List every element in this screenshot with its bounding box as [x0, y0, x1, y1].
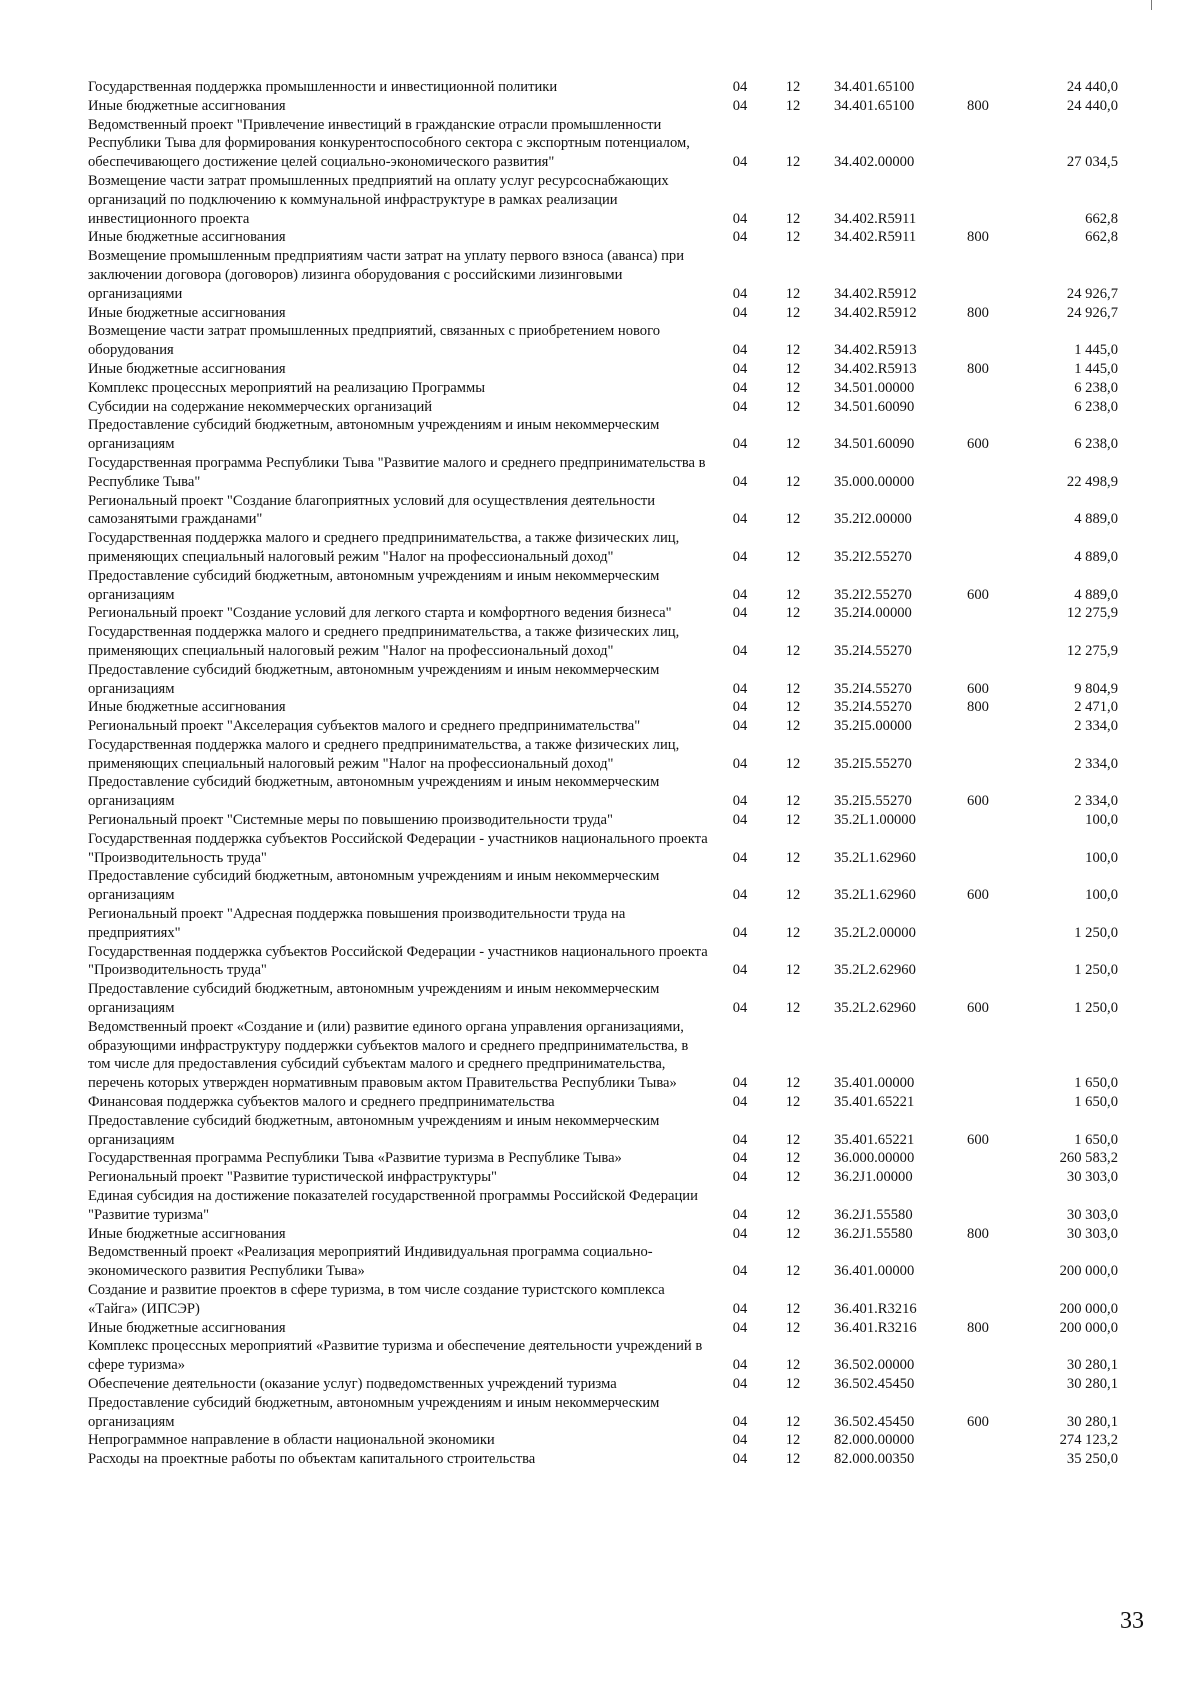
row-amount: 24 440,0 [1066, 79, 1118, 95]
row-amount: 4 889,0 [1074, 548, 1118, 565]
row-amount: 662,8 [1085, 229, 1118, 246]
table-row [88, 1337, 1118, 1375]
row-target-article: 36.2J1.55580 [834, 1225, 913, 1242]
table-row [88, 980, 1118, 1018]
row-subsection-code: 12 [785, 699, 801, 716]
row-target-article: 35.000.00000 [834, 473, 915, 490]
row-amount: 1 250,0 [1074, 962, 1118, 979]
page-number: 33 [1120, 1608, 1144, 1634]
row-section-code: 04 [732, 605, 748, 622]
table-row [88, 567, 1118, 605]
row-amount: 1 445,0 [1074, 360, 1118, 377]
table-row [88, 116, 1118, 172]
row-target-article: 34.402.R5913 [834, 342, 917, 359]
row-name: Возмещение промышленным предприятиям части затрат на уплату первого взноса (аванса) при заключении договора (договоров) лизинга оборудования с российскими лизинговыми организациями [88, 248, 685, 302]
row-subsection-code: 12 [785, 755, 801, 772]
row-name: Предоставление субсидий бюджетным, автономным учреждениям и иным некоммерческим организациям [88, 567, 660, 603]
row-amount: 100,0 [1085, 849, 1118, 866]
row-amount: 30 280,1 [1066, 1357, 1118, 1374]
row-amount: 9 804,9 [1074, 680, 1118, 697]
row-name: Государственная поддержка субъектов Российской Федерации - участников национального проекта "Производительность труда" [88, 830, 708, 866]
row-section-code: 04 [732, 962, 748, 979]
row-section-code: 04 [732, 642, 748, 659]
row-section-code: 04 [732, 1206, 748, 1223]
row-amount: 1 650,0 [1074, 1131, 1118, 1148]
table-row [88, 773, 1118, 811]
row-name: Предоставление субсидий бюджетным, автономным учреждениям и иным некоммерческим организациям [88, 868, 660, 904]
row-amount: 27 034,5 [1066, 154, 1118, 171]
table-row [88, 811, 1118, 830]
row-section-code: 04 [732, 1094, 748, 1111]
row-expense-type: 800 [967, 1225, 989, 1242]
row-subsection-code: 12 [785, 342, 801, 359]
table-row [88, 247, 1118, 303]
row-name: Государственная поддержка промышленности и инвестиционной политики [88, 79, 558, 95]
row-name: Региональный проект "Создание благоприятных условий для осуществления деятельности самозанятыми гражданами" [88, 492, 656, 528]
table-row [88, 172, 1118, 228]
row-section-code: 04 [732, 473, 748, 490]
row-amount: 4 889,0 [1074, 511, 1118, 528]
row-name: Расходы на проектные работы по объектам капитального строительства [88, 1451, 536, 1468]
row-target-article: 36.000.00000 [834, 1150, 915, 1167]
table-row [88, 867, 1118, 905]
row-name: Предоставление субсидий бюджетным, автономным учреждениям и иным некоммерческим организациям [88, 661, 660, 697]
row-subsection-code: 12 [785, 398, 801, 415]
row-subsection-code: 12 [785, 360, 801, 377]
row-subsection-code: 12 [785, 379, 801, 396]
row-target-article: 34.402.R5912 [834, 304, 917, 321]
row-subsection-code: 12 [785, 1131, 801, 1148]
row-expense-type: 600 [967, 1131, 989, 1148]
table-row [88, 398, 1118, 417]
row-target-article: 34.501.00000 [834, 379, 915, 396]
row-subsection-code: 12 [785, 1206, 801, 1223]
row-target-article: 35.2L2.00000 [834, 924, 916, 941]
row-amount: 30 280,1 [1066, 1375, 1118, 1392]
row-section-code: 04 [732, 755, 748, 772]
table-row [88, 1450, 1118, 1469]
table-row [88, 492, 1118, 530]
row-name: Региональный проект "Адресная поддержка повышения производительности труда на предприятиях" [88, 906, 626, 941]
row-name: Возмещение части затрат промышленных предприятий на оплату услуг ресурсоснабжающих организаций по подключению к коммунальной инфраструктуре в рамках реализации инвестиционного проекта [88, 172, 669, 227]
row-subsection-code: 12 [785, 1375, 801, 1392]
row-subsection-code: 12 [785, 548, 801, 565]
row-section-code: 04 [732, 699, 748, 716]
table-row [88, 1394, 1118, 1432]
row-section-code: 04 [732, 511, 748, 528]
row-subsection-code: 12 [785, 79, 801, 95]
row-name: Возмещение части затрат промышленных предприятий, связанных с приобретением нового оборудования [88, 323, 660, 359]
row-subsection-code: 12 [785, 718, 801, 735]
row-section-code: 04 [732, 586, 748, 603]
row-subsection-code: 12 [785, 1075, 801, 1092]
row-target-article: 34.402.R5912 [834, 285, 917, 302]
row-target-article: 35.2L1.62960 [834, 849, 916, 866]
row-target-article: 34.501.60090 [834, 436, 915, 453]
row-section-code: 04 [732, 793, 748, 810]
row-expense-type: 600 [967, 887, 989, 904]
row-section-code: 04 [732, 1357, 748, 1374]
row-target-article: 35.2I5.55270 [834, 755, 912, 772]
table-row [88, 97, 1118, 116]
row-name: Государственная поддержка малого и среднего предпринимательства, а также физических лиц, применяющих специальный налоговый режим "Налог на профессиональный доход" [88, 736, 680, 772]
row-name: Государственная программа Республики Тыва «Развитие туризма в Республике Тыва» [88, 1150, 622, 1167]
row-target-article: 34.501.60090 [834, 398, 915, 415]
row-section-code: 04 [732, 887, 748, 904]
table-row [88, 1112, 1118, 1150]
row-amount: 662,8 [1085, 210, 1118, 227]
row-name: Предоставление субсидий бюджетным, автономным учреждениям и иным некоммерческим организациям [88, 1394, 660, 1430]
table-row [88, 1281, 1118, 1319]
row-subsection-code: 12 [785, 154, 801, 171]
table-row [88, 1319, 1118, 1338]
row-amount: 1 650,0 [1074, 1094, 1118, 1111]
row-amount: 24 926,7 [1066, 285, 1118, 302]
row-amount: 30 303,0 [1066, 1225, 1118, 1242]
table-row [88, 1187, 1118, 1225]
row-section-code: 04 [732, 210, 748, 227]
row-target-article: 36.401.R3216 [834, 1300, 917, 1317]
row-amount: 1 650,0 [1074, 1075, 1118, 1092]
row-section-code: 04 [732, 1169, 748, 1186]
table-row [88, 623, 1118, 661]
row-target-article: 35.2I5.55270 [834, 793, 912, 810]
row-section-code: 04 [732, 360, 748, 377]
row-name: Иные бюджетные ассигнования [88, 229, 286, 246]
row-amount: 200 000,0 [1059, 1319, 1118, 1336]
row-subsection-code: 12 [785, 1319, 801, 1336]
row-target-article: 35.2I4.00000 [834, 605, 912, 622]
table-row [88, 698, 1118, 717]
row-section-code: 04 [732, 1432, 748, 1449]
row-subsection-code: 12 [785, 962, 801, 979]
row-section-code: 04 [732, 924, 748, 941]
row-target-article: 35.2I5.00000 [834, 718, 912, 735]
row-name: Государственная поддержка малого и среднего предпринимательства, а также физических лиц, применяющих специальный налоговый режим "Налог на профессиональный доход" [88, 530, 680, 565]
row-name: Государственная программа Республики Тыва "Развитие малого и среднего предпринимательства в Республике Тыва" [88, 454, 706, 490]
row-amount: 260 583,2 [1059, 1150, 1118, 1167]
row-amount: 35 250,0 [1066, 1451, 1118, 1468]
row-amount: 2 471,0 [1074, 699, 1118, 716]
row-name: Субсидии на содержание некоммерческих организаций [88, 398, 433, 415]
row-amount: 2 334,0 [1074, 718, 1118, 735]
row-name: Единая субсидия на достижение показателей государственной программы Российской Федерации "Развитие туризма" [88, 1188, 698, 1223]
row-target-article: 35.2I4.55270 [834, 699, 912, 716]
table-row [88, 717, 1118, 736]
row-amount: 12 275,9 [1066, 605, 1118, 622]
table-row [88, 1431, 1118, 1450]
row-amount: 200 000,0 [1059, 1300, 1118, 1317]
row-target-article: 36.401.R3216 [834, 1319, 917, 1336]
row-name: Непрограммное направление в области национальной экономики [88, 1432, 495, 1449]
row-section-code: 04 [732, 154, 748, 171]
table-row [88, 1225, 1118, 1244]
table-row [88, 454, 1118, 492]
row-amount: 100,0 [1085, 887, 1118, 904]
row-name: Иные бюджетные ассигнования [88, 699, 286, 716]
row-subsection-code: 12 [785, 1451, 801, 1468]
row-amount: 6 238,0 [1074, 436, 1118, 453]
row-amount: 24 440,0 [1066, 97, 1118, 114]
row-name: Государственная поддержка малого и среднего предпринимательства, а также физических лиц, применяющих специальный налоговый режим "Налог на профессиональный доход" [88, 624, 680, 659]
table-row [88, 905, 1118, 943]
row-target-article: 35.401.00000 [834, 1075, 915, 1092]
row-section-code: 04 [732, 1225, 748, 1242]
row-name: Иные бюджетные ассигнования [88, 97, 286, 114]
row-name: Комплекс процессных мероприятий «Развитие туризма и обеспечение деятельности учреждений в сфере туризма» [88, 1338, 703, 1374]
row-target-article: 34.402.R5913 [834, 360, 917, 377]
row-expense-type: 600 [967, 586, 989, 603]
row-target-article: 35.2L1.00000 [834, 812, 916, 829]
row-name: Ведомственный проект «Реализация мероприятий Индивидуальная программа социально-экономического развития Республики Тыва» [88, 1244, 653, 1280]
row-target-article: 36.502.45450 [834, 1375, 915, 1392]
table-row [88, 529, 1118, 567]
row-section-code: 04 [732, 548, 748, 565]
row-amount: 30 280,1 [1066, 1413, 1118, 1430]
row-subsection-code: 12 [785, 812, 801, 829]
row-subsection-code: 12 [785, 1094, 801, 1111]
row-subsection-code: 12 [785, 304, 801, 321]
row-name: Иные бюджетные ассигнования [88, 1225, 286, 1242]
table-row [88, 1149, 1118, 1168]
row-section-code: 04 [732, 1451, 748, 1468]
row-name: Создание и развитие проектов в сфере туризма, в том числе создание туристского комплекса «Тайга» (ИПСЭР) [88, 1282, 665, 1317]
row-expense-type: 800 [967, 699, 989, 716]
row-section-code: 04 [732, 97, 748, 114]
row-name: Ведомственный проект "Привлечение инвестиций в гражданские отрасли промышленности Республики Тыва для формирования конкурентоспособного сектора с экспортным потенциалом, обеспечивающего достижение целей социально-экономического развития" [88, 116, 690, 171]
row-subsection-code: 12 [785, 285, 801, 302]
row-name: Региональный проект "Системные меры по повышению производительности труда" [88, 812, 613, 829]
row-section-code: 04 [732, 1263, 748, 1280]
row-name: Финансовая поддержка субъектов малого и среднего предпринимательства [88, 1094, 555, 1111]
row-name: Предоставление субсидий бюджетным, автономным учреждениям и иным некоммерческим организациям [88, 981, 660, 1017]
row-section-code: 04 [732, 1075, 748, 1092]
row-subsection-code: 12 [785, 1169, 801, 1186]
row-section-code: 04 [732, 1000, 748, 1017]
row-name: Государственная поддержка субъектов Российской Федерации - участников национального проекта "Производительность труда" [88, 943, 708, 979]
row-name: Иные бюджетные ассигнования [88, 1319, 286, 1336]
row-section-code: 04 [732, 1413, 748, 1430]
row-amount: 30 303,0 [1066, 1206, 1118, 1223]
row-subsection-code: 12 [785, 887, 801, 904]
row-subsection-code: 12 [785, 1150, 801, 1167]
row-subsection-code: 12 [785, 680, 801, 697]
row-section-code: 04 [732, 849, 748, 866]
row-subsection-code: 12 [785, 1225, 801, 1242]
row-name: Обеспечение деятельности (оказание услуг) подведомственных учреждений туризма [88, 1375, 617, 1392]
row-section-code: 04 [732, 680, 748, 697]
row-target-article: 36.502.00000 [834, 1357, 915, 1374]
row-expense-type: 800 [967, 360, 989, 377]
row-section-code: 04 [732, 718, 748, 735]
row-subsection-code: 12 [785, 1432, 801, 1449]
row-expense-type: 800 [967, 229, 989, 246]
row-subsection-code: 12 [785, 229, 801, 246]
row-expense-type: 600 [967, 1000, 989, 1017]
table-row [88, 78, 1118, 97]
row-section-code: 04 [732, 229, 748, 246]
row-name: Региональный проект "Создание условий для легкого старта и комфортного ведения бизнеса" [88, 605, 672, 622]
row-expense-type: 800 [967, 1319, 989, 1336]
row-section-code: 04 [732, 1319, 748, 1336]
row-subsection-code: 12 [785, 924, 801, 941]
row-section-code: 04 [732, 1375, 748, 1392]
table-row [88, 830, 1118, 868]
row-amount: 1 250,0 [1074, 1000, 1118, 1017]
row-amount: 100,0 [1085, 812, 1118, 829]
row-target-article: 35.2L2.62960 [834, 1000, 916, 1017]
row-target-article: 35.2I2.55270 [834, 548, 912, 565]
row-expense-type: 600 [967, 680, 989, 697]
row-section-code: 04 [732, 812, 748, 829]
row-expense-type: 800 [967, 304, 989, 321]
table-row [88, 228, 1118, 247]
row-target-article: 35.2I4.55270 [834, 642, 912, 659]
row-subsection-code: 12 [785, 605, 801, 622]
row-subsection-code: 12 [785, 436, 801, 453]
table-row [88, 661, 1118, 699]
table-row [88, 360, 1118, 379]
table-row [88, 304, 1118, 323]
row-target-article: 35.2L1.62960 [834, 887, 916, 904]
row-section-code: 04 [732, 1131, 748, 1148]
row-target-article: 35.2I4.55270 [834, 680, 912, 697]
table-row [88, 322, 1118, 360]
row-target-article: 35.2I2.00000 [834, 511, 912, 528]
budget-table [88, 78, 1118, 1469]
row-target-article: 34.402.R5911 [834, 210, 917, 227]
row-subsection-code: 12 [785, 511, 801, 528]
row-target-article: 36.401.00000 [834, 1263, 915, 1280]
row-target-article: 82.000.00350 [834, 1451, 915, 1468]
row-amount: 2 334,0 [1074, 793, 1118, 810]
row-amount: 274 123,2 [1059, 1432, 1118, 1449]
row-target-article: 35.2I2.55270 [834, 586, 912, 603]
row-amount: 1 250,0 [1074, 924, 1118, 941]
row-target-article: 36.2J1.55580 [834, 1206, 913, 1223]
row-expense-type: 600 [967, 436, 989, 453]
row-amount: 4 889,0 [1074, 586, 1118, 603]
row-amount: 12 275,9 [1066, 642, 1118, 659]
row-target-article: 34.402.00000 [834, 154, 915, 171]
row-section-code: 04 [732, 1300, 748, 1317]
row-section-code: 04 [732, 304, 748, 321]
row-target-article: 36.502.45450 [834, 1413, 915, 1430]
page-edge-mark [1151, 0, 1152, 10]
row-expense-type: 800 [967, 97, 989, 114]
row-name: Иные бюджетные ассигнования [88, 304, 286, 321]
row-name: Ведомственный проект «Создание и (или) развитие единого органа управления организациями, образующими инфраструктуру поддержки субъектов малого и среднего предпринимательства, в том числе для предоставления субсидий субъектам малого и среднего предпринимательства, перечень которых утвержден нормативным правовым актом Правительства Республики Тыва» [88, 1018, 689, 1092]
row-subsection-code: 12 [785, 97, 801, 114]
row-target-article: 36.2J1.00000 [834, 1169, 913, 1186]
row-subsection-code: 12 [785, 1300, 801, 1317]
row-target-article: 35.401.65221 [834, 1131, 915, 1148]
table-row [88, 943, 1118, 981]
row-section-code: 04 [732, 379, 748, 396]
table-row [88, 416, 1118, 454]
table-row [88, 736, 1118, 774]
row-subsection-code: 12 [785, 586, 801, 603]
row-section-code: 04 [732, 79, 748, 95]
row-amount: 200 000,0 [1059, 1263, 1118, 1280]
row-subsection-code: 12 [785, 1263, 801, 1280]
row-subsection-code: 12 [785, 793, 801, 810]
row-subsection-code: 12 [785, 1000, 801, 1017]
row-target-article: 34.401.65100 [834, 97, 915, 114]
table-row [88, 1093, 1118, 1112]
row-subsection-code: 12 [785, 642, 801, 659]
table-row [88, 604, 1118, 623]
table-row [88, 1018, 1118, 1093]
table-row [88, 1243, 1118, 1281]
row-target-article: 34.401.65100 [834, 79, 915, 95]
row-subsection-code: 12 [785, 473, 801, 490]
row-amount: 2 334,0 [1074, 755, 1118, 772]
row-amount: 6 238,0 [1074, 379, 1118, 396]
row-target-article: 35.2L2.62960 [834, 962, 916, 979]
row-name: Предоставление субсидий бюджетным, автономным учреждениям и иным некоммерческим организациям [88, 774, 660, 810]
row-subsection-code: 12 [785, 1357, 801, 1374]
table-row [88, 1168, 1118, 1187]
row-name: Иные бюджетные ассигнования [88, 360, 286, 377]
row-section-code: 04 [732, 342, 748, 359]
row-amount: 24 926,7 [1066, 304, 1118, 321]
row-amount: 6 238,0 [1074, 398, 1118, 415]
row-section-code: 04 [732, 398, 748, 415]
row-name: Региональный проект "Развитие туристической инфраструктуры" [88, 1169, 497, 1186]
row-name: Предоставление субсидий бюджетным, автономным учреждениям и иным некоммерческим организациям [88, 417, 660, 453]
row-subsection-code: 12 [785, 210, 801, 227]
row-target-article: 35.401.65221 [834, 1094, 915, 1111]
row-name: Региональный проект "Акселерация субъектов малого и среднего предпринимательства" [88, 718, 641, 735]
row-expense-type: 600 [967, 1413, 989, 1430]
table-row [88, 1375, 1118, 1394]
row-expense-type: 600 [967, 793, 989, 810]
row-name: Предоставление субсидий бюджетным, автономным учреждениям и иным некоммерческим организациям [88, 1112, 660, 1148]
row-amount: 30 303,0 [1066, 1169, 1118, 1186]
row-amount: 1 445,0 [1074, 342, 1118, 359]
row-section-code: 04 [732, 285, 748, 302]
row-amount: 22 498,9 [1066, 473, 1118, 490]
row-section-code: 04 [732, 1150, 748, 1167]
row-name: Комплекс процессных мероприятий на реализацию Программы [88, 379, 486, 396]
row-target-article: 82.000.00000 [834, 1432, 915, 1449]
table-row [88, 379, 1118, 398]
row-section-code: 04 [732, 436, 748, 453]
row-subsection-code: 12 [785, 849, 801, 866]
row-target-article: 34.402.R5911 [834, 229, 917, 246]
row-subsection-code: 12 [785, 1413, 801, 1430]
